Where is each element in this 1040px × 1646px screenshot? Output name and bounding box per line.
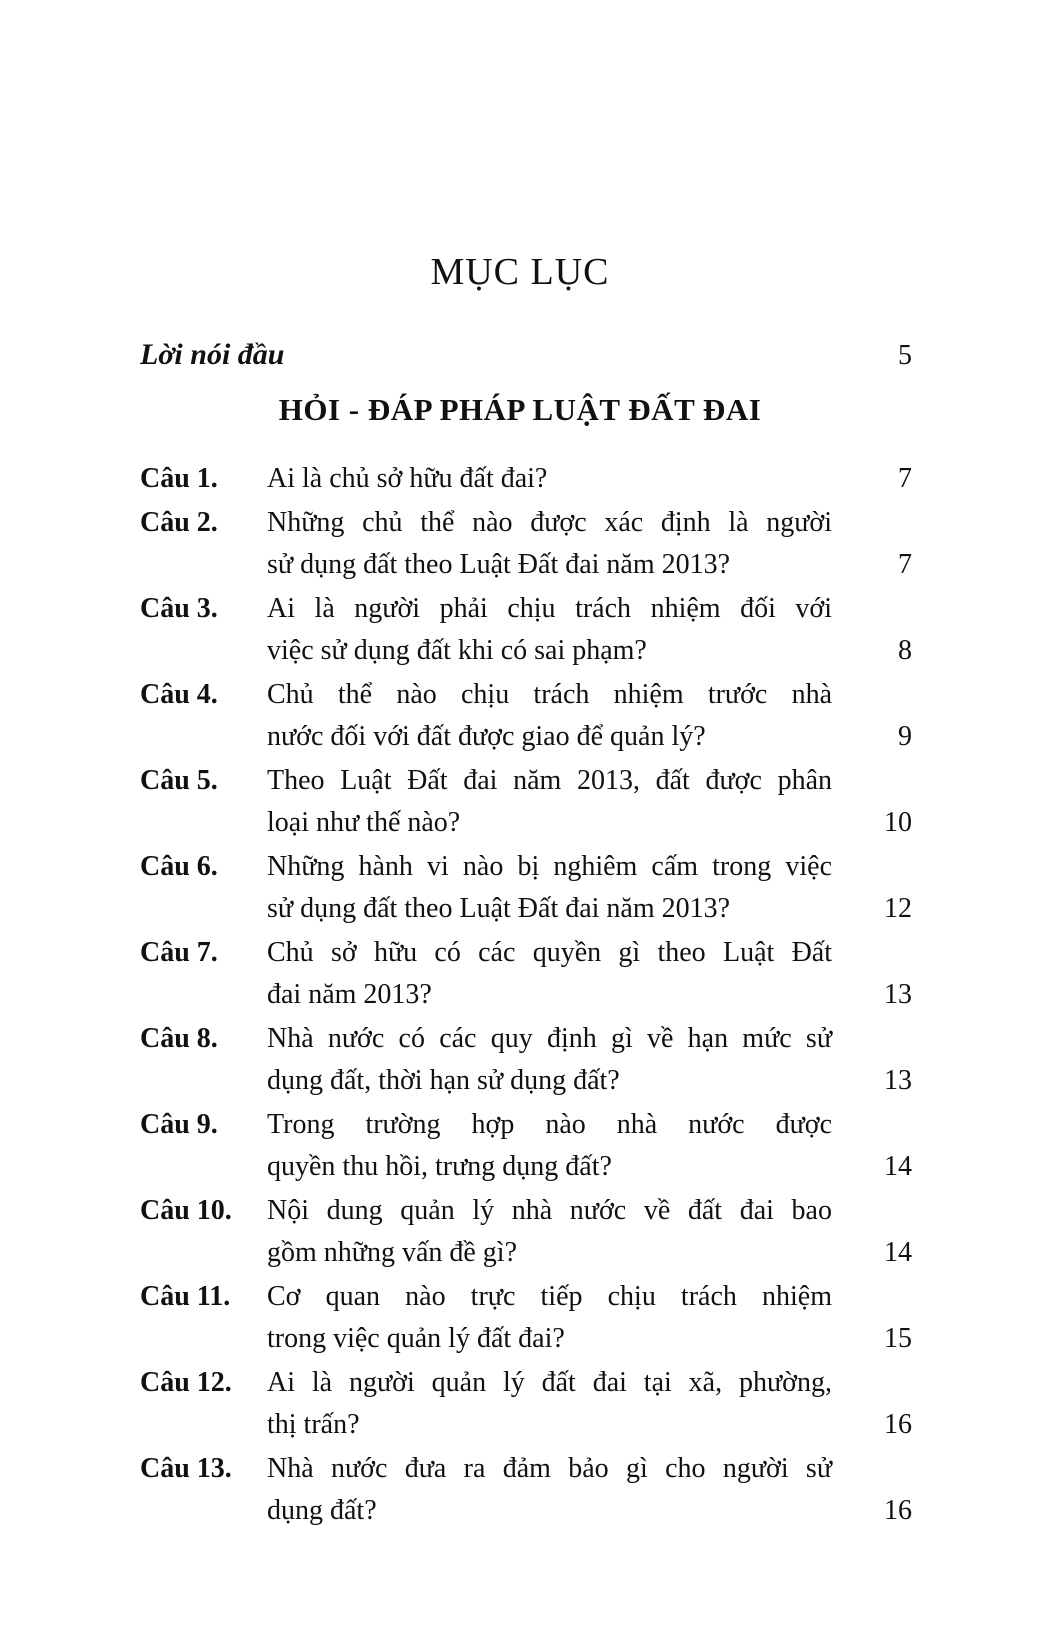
foreword-page-number: 5 bbox=[898, 340, 912, 371]
foreword-row bbox=[140, 338, 912, 372]
entry-question bbox=[267, 846, 832, 930]
entry-label: Câu 12. bbox=[140, 1367, 232, 1398]
toc-entry bbox=[140, 588, 912, 672]
question-line: Chủ sở hữu có các quyền gì theo Luật Đất bbox=[267, 937, 832, 968]
question-line: Nhà nước đưa ra đảm bảo gì cho người sử bbox=[267, 1453, 832, 1484]
question-line: gồm những vấn đề gì? bbox=[267, 1237, 518, 1268]
entry-label: Câu 9. bbox=[140, 1109, 218, 1140]
entry-question bbox=[267, 1190, 832, 1274]
entry-label: Câu 7. bbox=[140, 937, 218, 968]
entry-label: Câu 5. bbox=[140, 765, 218, 796]
question-line: loại như thế nào? bbox=[267, 807, 461, 838]
toc-entry bbox=[140, 1190, 912, 1274]
question-line: thị trấn? bbox=[267, 1409, 360, 1440]
toc-entry bbox=[140, 760, 912, 844]
question-line: Nhà nước có các quy định gì về hạn mức sử bbox=[267, 1023, 832, 1054]
entry-page-number: 7 bbox=[898, 463, 912, 494]
entry-page-number: 14 bbox=[884, 1151, 912, 1182]
entry-label: Câu 4. bbox=[140, 679, 218, 710]
question-line: dụng đất, thời hạn sử dụng đất? bbox=[267, 1065, 620, 1096]
question-line: trong việc quản lý đất đai? bbox=[267, 1323, 565, 1354]
entry-page-number: 9 bbox=[898, 721, 912, 752]
toc-entry bbox=[140, 1104, 912, 1188]
toc-entries bbox=[140, 458, 912, 1532]
question-line: Nội dung quản lý nhà nước về đất đai bao bbox=[267, 1195, 832, 1226]
entry-label: Câu 3. bbox=[140, 593, 218, 624]
entry-label: Câu 1. bbox=[140, 463, 218, 494]
question-line: Những chủ thể nào được xác định là người bbox=[267, 507, 832, 538]
entry-page-number: 13 bbox=[884, 1065, 912, 1096]
entry-page-number: 12 bbox=[884, 893, 912, 924]
entry-page-number: 10 bbox=[884, 807, 912, 838]
entry-question bbox=[267, 674, 832, 758]
foreword-label: Lời nói đầu bbox=[140, 338, 285, 371]
entry-label: Câu 11. bbox=[140, 1281, 231, 1312]
entry-label: Câu 8. bbox=[140, 1023, 218, 1054]
question-line: việc sử dụng đất khi có sai phạm? bbox=[267, 635, 647, 666]
question-line: Ai là người quản lý đất đai tại xã, phường, bbox=[267, 1367, 832, 1398]
entry-page-number: 16 bbox=[884, 1409, 912, 1440]
toc-entry bbox=[140, 458, 912, 500]
entry-question bbox=[267, 932, 832, 1016]
entry-label: Câu 6. bbox=[140, 851, 218, 882]
question-line: Những hành vi nào bị nghiêm cấm trong việc bbox=[267, 851, 832, 882]
toc-entry bbox=[140, 1362, 912, 1446]
question-line: Theo Luật Đất đai năm 2013, đất được phân bbox=[267, 765, 832, 796]
question-line: sử dụng đất theo Luật Đất đai năm 2013? bbox=[267, 893, 731, 924]
entry-question bbox=[267, 1018, 832, 1102]
question-line: dụng đất? bbox=[267, 1495, 377, 1526]
toc-entry bbox=[140, 674, 912, 758]
toc-entry bbox=[140, 502, 912, 586]
entry-question bbox=[267, 1448, 832, 1532]
entry-question bbox=[267, 588, 832, 672]
toc-entry bbox=[140, 1018, 912, 1102]
entry-page-number: 14 bbox=[884, 1237, 912, 1268]
entry-page-number: 15 bbox=[884, 1323, 912, 1354]
entry-page-number: 16 bbox=[884, 1495, 912, 1526]
section-heading: HỎI - ĐÁP PHÁP LUẬT ĐẤT ĐAI bbox=[278, 392, 762, 427]
entry-page-number: 13 bbox=[884, 979, 912, 1010]
question-line: Cơ quan nào trực tiếp chịu trách nhiệm bbox=[267, 1281, 832, 1312]
question-line: Trong trường hợp nào nhà nước được bbox=[267, 1109, 832, 1140]
toc-entry bbox=[140, 846, 912, 930]
entry-question bbox=[267, 1104, 832, 1188]
toc-entry bbox=[140, 932, 912, 1016]
question-line: Chủ thể nào chịu trách nhiệm trước nhà bbox=[267, 679, 832, 710]
question-line: Ai là chủ sở hữu đất đai? bbox=[267, 463, 548, 494]
page-title: MỤC LỤC bbox=[430, 251, 610, 293]
question-line: Ai là người phải chịu trách nhiệm đối với bbox=[267, 593, 832, 624]
entry-label: Câu 2. bbox=[140, 507, 218, 538]
entry-question bbox=[267, 502, 832, 586]
entry-label: Câu 13. bbox=[140, 1453, 232, 1484]
question-line: đai năm 2013? bbox=[267, 979, 432, 1010]
entry-question bbox=[267, 1362, 832, 1446]
entry-question bbox=[267, 760, 832, 844]
entry-question bbox=[267, 1276, 832, 1360]
entry-page-number: 8 bbox=[898, 635, 912, 666]
question-line: nước đối với đất được giao để quản lý? bbox=[267, 721, 706, 752]
entry-page-number: 7 bbox=[898, 549, 912, 580]
toc-entry bbox=[140, 1276, 912, 1360]
question-line: sử dụng đất theo Luật Đất đai năm 2013? bbox=[267, 549, 731, 580]
entry-label: Câu 10. bbox=[140, 1195, 232, 1226]
toc-entry bbox=[140, 1448, 912, 1532]
entry-question bbox=[267, 458, 832, 500]
question-line: quyền thu hồi, trưng dụng đất? bbox=[267, 1151, 612, 1182]
